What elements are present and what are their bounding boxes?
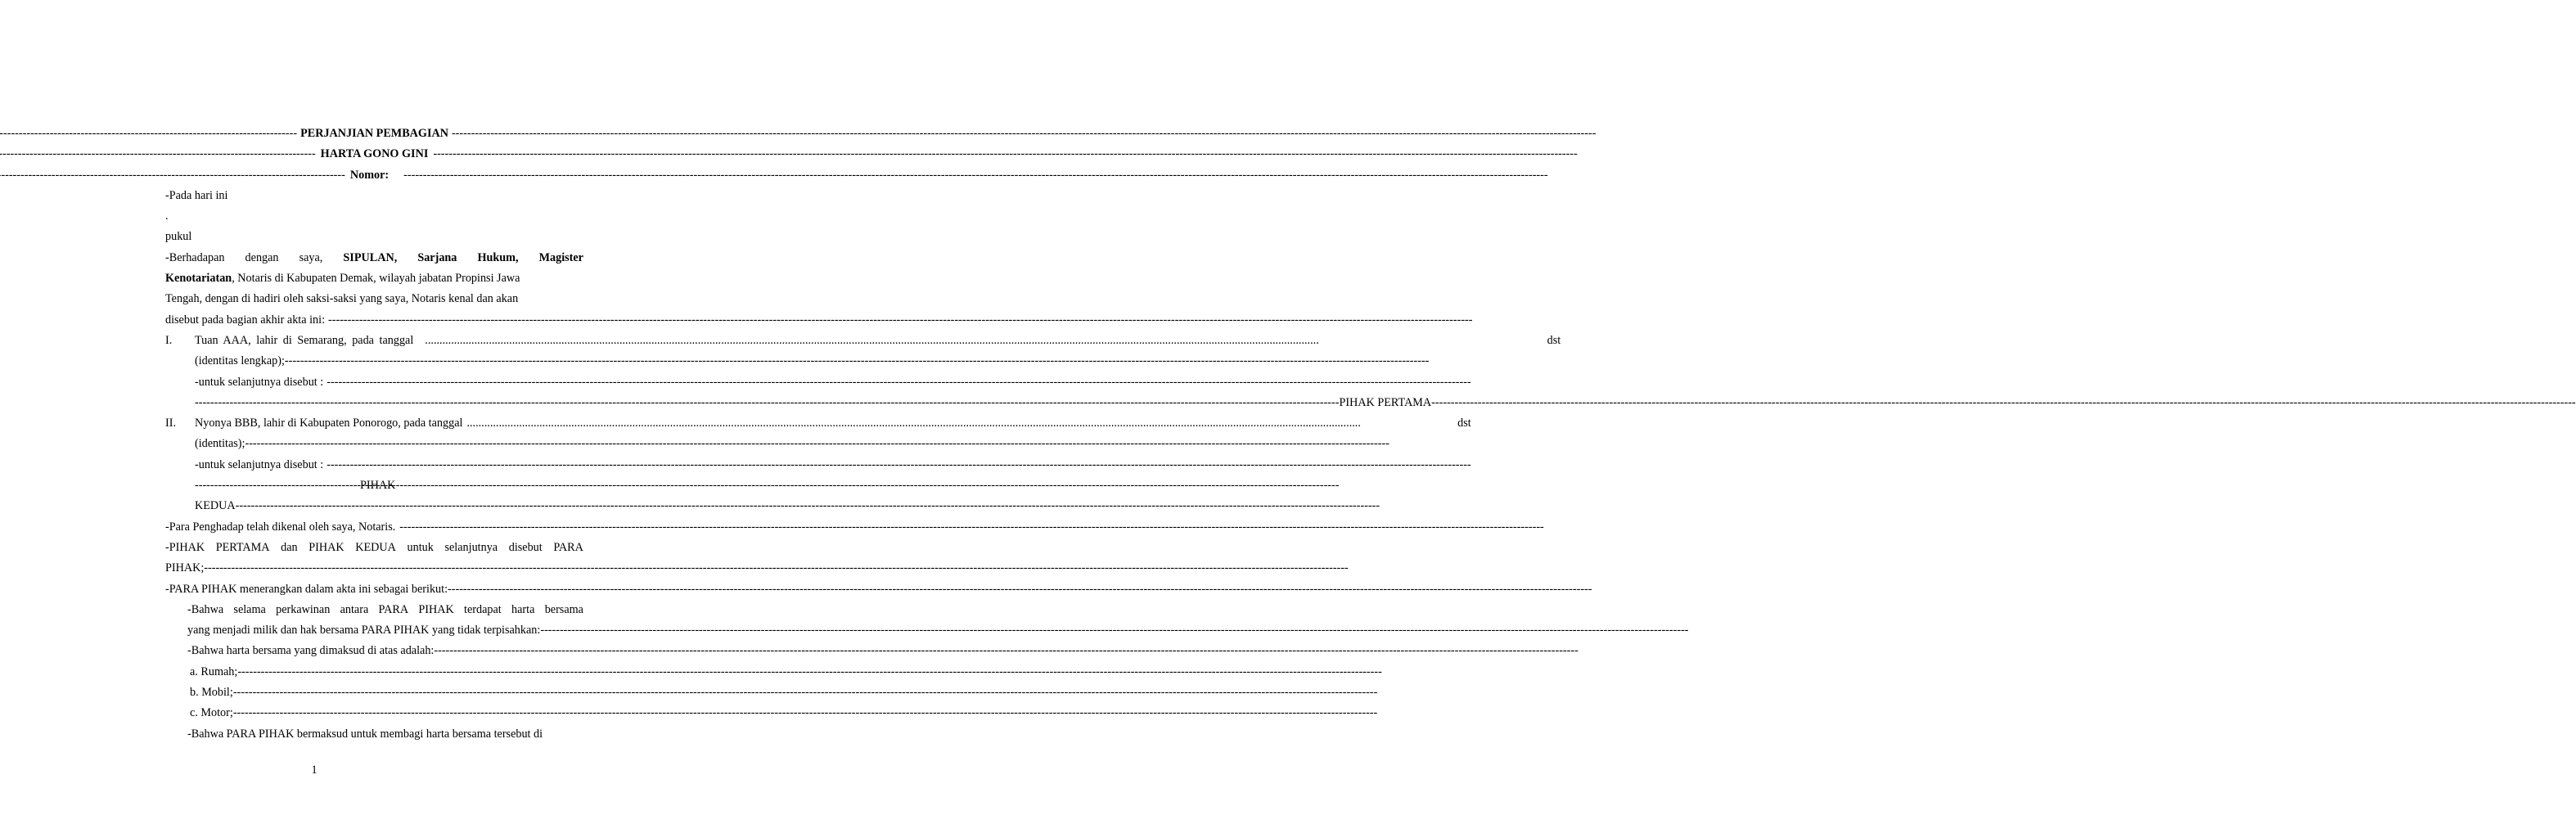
dash-fill [285, 351, 1560, 372]
intro-line-4 [165, 310, 583, 331]
asset-car: b. Mobil; [190, 686, 233, 700]
dash-fill [237, 662, 583, 683]
dot-fill [425, 331, 1540, 351]
dash-fill [236, 496, 378, 516]
para-pihak-word: PIHAK [308, 540, 345, 554]
nomor-label: Nomor: [349, 168, 390, 182]
notary-name: SIPULAN, [343, 250, 398, 264]
dash-fill [452, 124, 583, 144]
clause-1-word: PARA [378, 602, 409, 616]
party-2-line-1 [195, 413, 1471, 434]
intro-text: disebut pada bagian akhir akta ini: [165, 313, 326, 327]
party-2-label: KEDUA [195, 499, 236, 513]
dash-fill [204, 558, 583, 579]
party-2-text: Nyonya BBB, lahir di Kabupaten Ponorogo, pada tanggal [195, 417, 463, 430]
dash-fill [327, 455, 1470, 475]
clause-1-line-1 [187, 600, 583, 620]
intro-word: saya, [299, 250, 323, 264]
clause-3-text: -Bahwa PARA PIHAK bermaksud untuk membagi harta bersama tersebut di [187, 727, 543, 741]
intro-text: Tengah, dengan di hadiri oleh saksi-saksi yang saya, Notaris kenal dan akan [165, 292, 519, 306]
clause-1-word: PIHAK [418, 602, 454, 616]
notary-degree: Hukum, [477, 250, 519, 264]
party-1-number: I. [165, 333, 173, 347]
para-pihak-word: PERTAMA [215, 540, 270, 554]
clause-1-word: terdapat [464, 602, 502, 616]
party-2-label-line-b [195, 496, 1471, 516]
dash-fill [448, 579, 583, 600]
dash-fill [327, 372, 1560, 393]
party-1 [165, 331, 1561, 413]
party-2-label: PIHAK [360, 479, 396, 493]
party-1-label: PIHAK PERTAMA [1339, 395, 1432, 409]
para-pihak-text: PIHAK; [165, 561, 205, 575]
dash-fill [399, 517, 583, 538]
notary-degree: Sarjana [417, 250, 457, 264]
para-pihak-word: KEDUA [355, 540, 396, 554]
document-subtitle: HARTA GONO GINI [320, 147, 429, 161]
party-2 [165, 413, 1471, 516]
asset-list [165, 662, 583, 724]
clause-1-text: yang menjadi milik dan hak bersama PARA PIHAK yang tidak terpisahkan:- [187, 624, 545, 638]
para-pihak-word: dan [281, 540, 298, 554]
party-2-number: II. [165, 417, 176, 430]
day-line: -Pada hari ini [165, 188, 228, 202]
clause-1-word: harta [511, 602, 535, 616]
dash-fill [1431, 393, 1560, 413]
clause-1-word: selama [233, 602, 266, 616]
para-pihak-word: selanjutnya [444, 540, 498, 554]
clause-1-line-2 [187, 620, 583, 641]
dash-fill [233, 683, 583, 703]
document-title: PERJANJIAN PEMBAGIAN [300, 127, 448, 140]
dash-fill [433, 144, 583, 164]
para-pihak-word: untuk [407, 540, 434, 554]
clause-3 [165, 724, 583, 745]
para-pihak-word: -PIHAK [165, 540, 205, 554]
intro-line-2 [165, 268, 583, 289]
list-item [190, 662, 583, 683]
party-1-line-2 [195, 351, 1560, 372]
intro-line-1 [165, 248, 583, 268]
dash-fill [165, 124, 297, 144]
dash-fill [434, 641, 583, 661]
time-line: pukul [165, 230, 192, 244]
dash-fill [403, 165, 583, 186]
list-item [190, 683, 583, 703]
clause-1-word: antara [340, 602, 369, 616]
nomor-line [165, 165, 583, 186]
dash-fill [165, 165, 345, 186]
party-1-text: Tuan AAA, lahir di Semarang, pada tanggal [195, 333, 414, 347]
party-2-called: -untuk selanjutnya disebut : [195, 457, 324, 471]
title-line-1 [165, 124, 583, 144]
intro-text: , Notaris di Kabupaten Demak, wilayah jabatan Propinsi Jawa [232, 272, 520, 286]
party-1-line-1 [195, 331, 1560, 351]
para-pihak-line-1 [165, 538, 583, 558]
notary-degree: Kenotariatan [165, 272, 232, 286]
party-1-label-line [195, 393, 1560, 413]
party-2-line-2 [195, 434, 1471, 454]
intro-word: -Berhadapan [165, 250, 225, 264]
clause-1 [165, 600, 583, 662]
dot-fill [466, 413, 1457, 434]
para-pihak-word: disebut [508, 540, 543, 554]
dash-fill [544, 620, 583, 641]
intro-word: dengan [245, 250, 279, 264]
asset-house: a. Rumah; [190, 665, 238, 678]
party-2-identity: (identitas); [195, 437, 245, 451]
clause-1-word: perkawinan [276, 602, 331, 616]
declare-line [165, 579, 583, 600]
clause-2 [187, 641, 583, 661]
dash-fill [195, 475, 360, 496]
page-number: 1 [311, 764, 317, 777]
clause-2-text: -Bahwa harta bersama yang dimaksud di atas adalah: [187, 644, 435, 658]
clause-1-word: -Bahwa [187, 602, 224, 616]
asset-motorcycle: c. Motor; [190, 706, 233, 720]
party-1-called: -untuk selanjutnya disebut : [195, 375, 324, 389]
known-line [165, 517, 583, 538]
party-1-dst: dst [1547, 333, 1561, 347]
para-pihak-line-2 [165, 558, 583, 579]
dash-fill [195, 393, 1339, 413]
party-1-line-3 [195, 372, 1560, 393]
para-pihak-word: PARA [553, 540, 583, 554]
list-item [190, 703, 583, 723]
known-text: -Para Penghadap telah dikenal oleh saya, Notaris. [165, 520, 396, 534]
intro-line-3 [165, 289, 583, 309]
notary-degree: Magister [538, 250, 583, 264]
party-2-line-3 [195, 455, 1471, 475]
declare-text: -PARA PIHAK menerangkan dalam akta ini sebagai berikut: [165, 582, 448, 596]
dash-fill [328, 310, 583, 331]
party-1-identity: (identitas lengkap); [195, 354, 285, 368]
party-2-label-line-a [195, 475, 1471, 496]
dash-fill [165, 144, 316, 164]
dash-fill [233, 703, 583, 723]
title-line-2 [165, 144, 583, 164]
day-dot: . [165, 210, 169, 223]
clause-1-word: bersama [544, 602, 583, 616]
dash-fill [245, 434, 1470, 454]
party-2-dst: dst [1457, 417, 1471, 430]
document-body [165, 124, 1561, 745]
